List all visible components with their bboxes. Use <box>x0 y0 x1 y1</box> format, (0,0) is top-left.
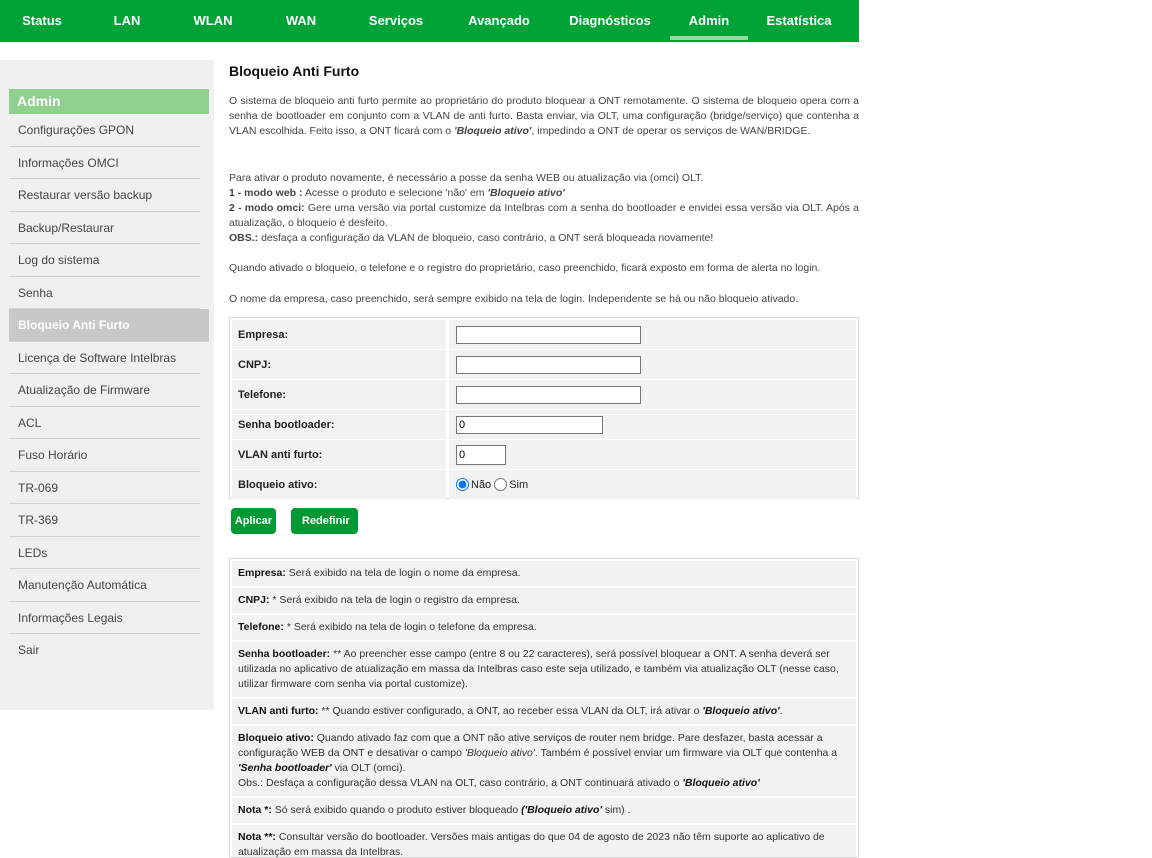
intro-text-b: , impedindo a ONT de operar os serviços de WAN/BRIDGE. <box>531 125 811 137</box>
help-bloqueio-text1: Quando ativado faz com que a ONT não ative serviços de router nem bridge. Pare desfazer, basta acessar a configuração WEB da ONT e desativar o campo <box>238 732 823 759</box>
nav-avancado[interactable]: Avançado <box>468 12 530 28</box>
help-bloqueio-obs: Obs.: Desfaça a configuração dessa VLAN na OLT, caso contrário, a ONT continuará ativado o <box>238 777 683 789</box>
help-cnpj-text: * Será exibido na tela de login o registro da empresa. <box>269 594 520 606</box>
help-senha-text: ** Ao preencher esse campo (entre 8 ou 22 caracteres), será possível bloquear a ONT. A senha deverá ser utilizada no aplicativo de atualização em massa da Intelbras caso este seja utilizado, e também via atualização OLT (nesse caso, utilizar firmware com senha via portal customize). <box>238 648 839 690</box>
bloqueio-ativo-label: Bloqueio ativo: <box>232 470 446 500</box>
sidebar-item-restaurar-versao-backup[interactable]: Restaurar versão backup <box>9 179 200 212</box>
help-empresa <box>232 561 856 588</box>
intro-paragraph <box>229 94 859 139</box>
page-title: Bloqueio Anti Furto <box>229 63 360 79</box>
nav-servicos[interactable]: Serviços <box>368 12 424 28</box>
alert-paragraph: Quando ativado o bloqueio, o telefone e o registro do proprietário, caso preenchido, ficará exposto em forma de alerta no login. <box>229 262 821 274</box>
apply-button[interactable]: Aplicar <box>231 508 276 534</box>
telefone-input[interactable] <box>456 386 641 404</box>
radio-sim[interactable] <box>494 478 507 491</box>
obs-text: desfaça a configuração da VLAN de bloqueio, caso contrário, a ONT será bloqueada novamente! <box>258 232 714 244</box>
help-nota1 <box>232 798 856 825</box>
help-vlan-text: ** Quando estiver configurado, a ONT, ao receber essa VLAN da OLT, irá ativar o <box>318 705 703 717</box>
nav-lan[interactable]: LAN <box>113 12 141 28</box>
help-bloqueio-text3: via OLT (omci). <box>331 762 406 774</box>
company-paragraph: O nome da empresa, caso preenchido, será sempre exibido na tela de login. Independente se há ou não bloqueio ativado. <box>229 293 799 305</box>
help-vlan <box>232 699 856 726</box>
senha-bootloader-input[interactable] <box>456 416 603 434</box>
help-telefone-text: * Será exibido na tela de login o telefone da empresa. <box>283 621 537 633</box>
help-empresa-text: Será exibido na tela de login o nome da empresa. <box>285 567 521 579</box>
empresa-label: Empresa: <box>232 320 446 350</box>
sidebar-item-atualizacao-firmware[interactable]: Atualização de Firmware <box>9 374 200 407</box>
help-vlan-label: VLAN anti furto: <box>238 705 319 717</box>
cnpj-label: CNPJ: <box>232 350 446 380</box>
help-nota2-label: Nota **: <box>238 831 276 843</box>
form-row-telefone <box>232 380 856 410</box>
telefone-label: Telefone: <box>232 380 446 410</box>
radio-nao[interactable] <box>456 478 469 491</box>
help-bloqueio <box>232 726 856 798</box>
help-senha <box>232 642 856 699</box>
nav-wlan[interactable]: WLAN <box>193 12 233 28</box>
help-bloqueio-label: Bloqueio ativo: <box>238 732 314 744</box>
help-empresa-label: Empresa: <box>238 567 286 579</box>
sidebar-item-sair[interactable]: Sair <box>18 643 40 657</box>
help-nota1-em: ('Bloqueio ativo' <box>521 804 602 816</box>
radio-nao-option[interactable] <box>456 478 491 491</box>
sidebar-title: Admin <box>9 89 209 114</box>
sidebar-item-fuso-horario[interactable]: Fuso Horário <box>9 439 200 472</box>
vlan-input[interactable] <box>456 445 506 465</box>
sidebar-item-tr069[interactable]: TR-069 <box>9 472 200 505</box>
help-nota2-text: Consultar versão do bootloader. Versões mais antigas do que 04 de agosto de 2023 não têm suporte ao aplicativo de atualização em massa da Intelbras. <box>238 831 825 858</box>
sidebar-item-bloqueio-anti-furto[interactable]: Bloqueio Anti Furto <box>9 309 209 342</box>
senha-bootloader-label: Senha bootloader: <box>232 410 446 440</box>
radio-sim-label: Sim <box>509 478 529 491</box>
help-telefone <box>232 615 856 642</box>
nav-status[interactable]: Status <box>22 12 62 28</box>
sidebar-item-informacoes-omci[interactable]: Informações OMCI <box>9 147 200 180</box>
sidebar-item-senha[interactable]: Senha <box>9 277 200 310</box>
cnpj-input[interactable] <box>456 356 641 374</box>
sidebar-item-leds[interactable]: LEDs <box>9 537 200 570</box>
anti-theft-form <box>229 317 859 499</box>
form-row-empresa <box>232 320 856 350</box>
help-senha-label: Senha bootloader: <box>238 648 331 660</box>
mode-omci-label: 2 - modo omci: <box>229 202 305 214</box>
help-cnpj-label: CNPJ: <box>238 594 270 606</box>
radio-sim-option[interactable] <box>494 478 528 491</box>
nav-diagnosticos[interactable]: Diagnósticos <box>569 12 651 28</box>
vlan-label: VLAN anti furto: <box>232 440 446 470</box>
help-nota1-end: sim) . <box>601 804 631 816</box>
help-cnpj <box>232 588 856 615</box>
form-buttons <box>231 508 358 534</box>
activation-paragraph <box>229 171 859 246</box>
intro-text-a: O sistema de bloqueio anti furto permite ao proprietário do produto bloquear a ONT remotamente. O sistema de bloqueio opera com a senha de bootloader em conjunto com a VLAN de anti furto. Basta enviar, via OLT, uma configuração (bridge/serviço) que contenha a VLAN escolhida. Feito isso, a ONT ficará com o <box>229 95 859 137</box>
obs-label: OBS.: <box>229 232 259 244</box>
help-nota2 <box>232 825 856 858</box>
nav-estatistica[interactable]: Estatística <box>766 12 832 28</box>
help-vlan-emphasis: 'Bloqueio ativo' <box>702 705 780 717</box>
nav-wan[interactable]: WAN <box>285 12 317 28</box>
form-row-vlan <box>232 440 856 470</box>
intro-emphasis: 'Bloqueio ativo' <box>454 125 532 137</box>
help-bloqueio-obs-em: 'Bloqueio ativo' <box>682 777 760 789</box>
help-telefone-label: Telefone: <box>238 621 284 633</box>
radio-nao-label: Não <box>471 478 492 491</box>
sidebar-item-log-do-sistema[interactable]: Log do sistema <box>9 244 200 277</box>
reset-button[interactable]: Redefinir <box>291 508 358 534</box>
help-vlan-end: . <box>779 705 783 717</box>
sidebar-item-backup-restaurar[interactable]: Backup/Restaurar <box>9 212 200 245</box>
sidebar-item-tr369[interactable]: TR-369 <box>9 504 200 537</box>
empresa-input[interactable] <box>456 326 641 344</box>
sidebar <box>0 60 214 710</box>
sidebar-item-acl[interactable]: ACL <box>9 407 200 440</box>
mode-web-text: Acesse o produto e selecione 'não' em <box>302 187 488 199</box>
help-bloqueio-em2: 'Senha bootloader' <box>238 762 332 774</box>
help-bloqueio-text2: . Também é possível enviar um firmware via OLT que contenha a <box>534 747 838 759</box>
nav-admin[interactable]: Admin <box>670 0 748 40</box>
sidebar-menu <box>9 114 200 667</box>
mode-web-emphasis: 'Bloqueio ativo' <box>487 187 565 199</box>
mode-web-label: 1 - modo web : <box>229 187 303 199</box>
help-bloqueio-em1: 'Bloqueio ativo' <box>464 747 535 759</box>
help-box <box>229 558 859 858</box>
mode-omci-text: Gere uma versão via portal customize da Intelbras com a senha do bootloader e envidei essa versão via OLT. Após a atualização, o bloqueio é desfeito. <box>229 202 860 229</box>
form-row-cnpj <box>232 350 856 380</box>
main-content <box>229 60 860 858</box>
top-navigation <box>0 0 859 42</box>
help-nota1-text: Só será exibido quando o produto estiver bloqueado <box>271 804 522 816</box>
form-row-bloqueio <box>232 470 856 500</box>
help-nota1-label: Nota *: <box>238 804 272 816</box>
sidebar-item-configuracoes-gpon[interactable]: Configurações GPON <box>9 114 200 147</box>
sidebar-item-manutencao-automatica[interactable]: Manutenção Automática <box>9 569 200 602</box>
sidebar-item-informacoes-legais[interactable]: Informações Legais <box>9 602 200 635</box>
form-row-senha-bootloader <box>232 410 856 440</box>
sidebar-item-licenca-software[interactable]: Licença de Software Intelbras <box>9 342 200 375</box>
activate-line: Para ativar o produto novamente, é necessário a posse da senha WEB ou atualização via (omci) OLT. <box>229 172 704 184</box>
